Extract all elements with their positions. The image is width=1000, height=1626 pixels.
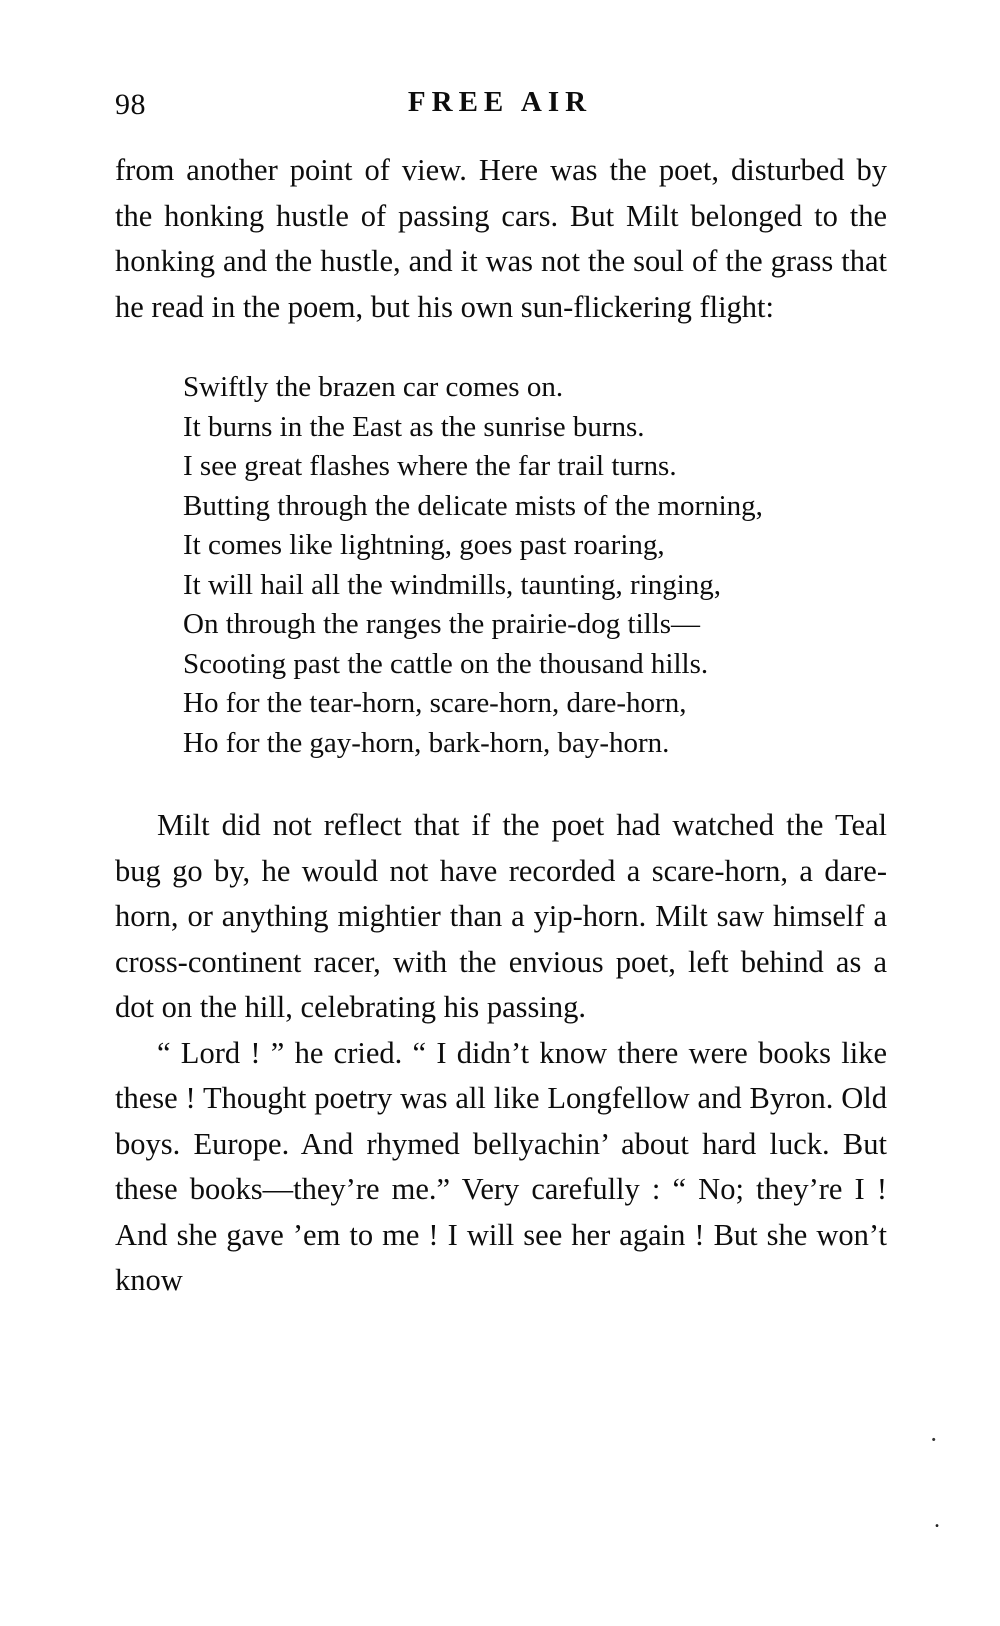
margin-mark: · [929,1425,938,1454]
poem-block [115,368,887,763]
poem-line: Scooting past the cattle on the thousand hills. [183,647,709,680]
page-body [115,148,887,1304]
poem-line: Butting through the delicate mists of the morning, [183,489,763,522]
poem-line: On through the ranges the prairie-dog tills— [183,608,701,640]
paragraph-1: from another point of view. Here was the poet, disturbed by the honking hustle of passing cars. But Milt belonged to the honking and the hustle, and it was not the soul of the grass that he read in the poem, but his own sun-flickering flight: [115,153,887,324]
poem-line: Swiftly the brazen car comes on. [183,371,564,403]
page-edge-mark: . [934,1507,940,1533]
page-header [115,86,885,126]
poem-line: Ho for the gay-horn, bark-horn, bay-horn. [183,726,670,759]
paragraph-2: Milt did not reflect that if the poet had watched the Teal bug go by, he would not have recorded a scare-horn, a dare-horn, or anything mightier than a yip-horn. Milt saw himself a cross-continent racer, with the envious poet, left behind as a dot on the hill, celebrating his passing. [115,808,887,1024]
paragraph-3: “ Lord ! ” he cried. “ I didn’t know there were books like these ! Thought poetry was all like Longfellow and Byron. Old boys. Europe. And rhymed bellyachin’ about hard luck. But these books—they’re me.” Very carefully : “ No; they’re I ! And she gave ’em to me ! I will see her again ! But she won’t know [115,1035,887,1297]
poem-line: Ho for the tear-horn, scare-horn, dare-horn, [183,687,687,719]
book-title: FREE AIR [407,86,593,118]
poem-line: It comes like lightning, goes past roaring, [183,529,665,561]
poem-line: I see great flashes where the far trail turns. [183,450,677,482]
poem-line: It burns in the East as the sunrise burns. [183,410,645,443]
poem-line: It will hail all the windmills, taunting, ringing, [183,568,722,601]
page-number: 98 [115,88,146,121]
